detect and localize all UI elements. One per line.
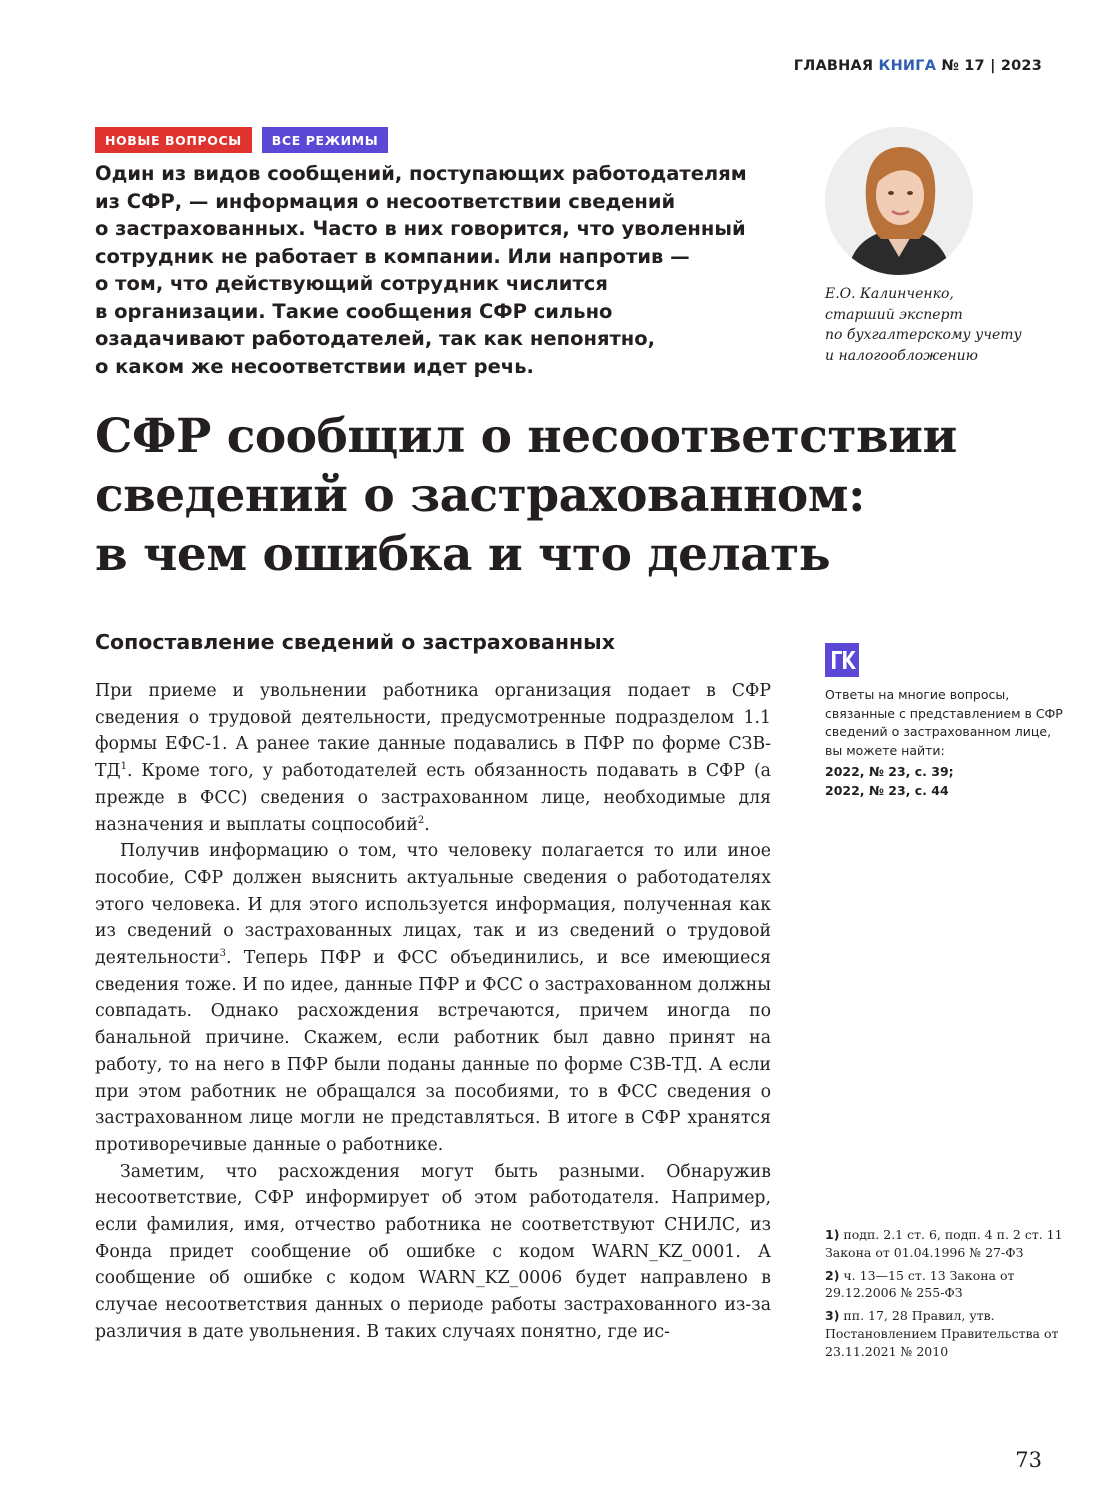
title-line: сведений о застрахованном: — [95, 468, 865, 523]
page-number: 73 — [1015, 1448, 1042, 1472]
footnote: 1) подп. 2.1 ст. 6, подп. 4 п. 2 ст. 11 Закона от 01.04.1996 № 27-ФЗ — [825, 1227, 1063, 1260]
footnote: 3) пп. 17, 28 Правил, утв. Постановлением Правительства от 23.11.2021 № 2010 — [825, 1308, 1059, 1359]
author-position: и налогообложению — [825, 347, 978, 364]
body-paragraph: При приеме и увольнении работника организация подает в СФР сведения о трудовой деятельности, предусмотренные подразделом 1.1 формы ЕФС-1. А ранее такие данные подавались в ПФР по форме СЗВ-$ТД^1$. Кроме того, у работодателей есть обязанность подавать в СФР (а прежде в ФСС) сведения о застрахованном лице, необходимые для назначения и выплаты соцпособий$^2$. — [95, 681, 771, 835]
lead-line: из СФР, — информация о несоответствии сведений — [95, 189, 676, 213]
author-position: старший эксперт — [825, 306, 963, 323]
author-photo — [825, 127, 973, 275]
article-title — [95, 407, 995, 584]
sidebar-note — [825, 686, 1065, 800]
footnotes — [825, 1226, 1075, 1366]
brand-accent: КНИГА — [878, 58, 937, 74]
tag-list — [95, 127, 388, 153]
body-paragraph: Получив информацию о том, что человеку полагается то или иное пособие, СФР должен выяснить актуальные сведения о работодателях этого человека. И для этого используется информация, полученная как из сведений о застрахованных лицах, так и из сведений о трудовой деятельности$^3$. Теперь ПФР и ФСС объединились, и все имеющиеся сведения тоже. И по идее, данные ПФР и ФСС о застрахованном должны совпадать. Однако расхождения встречаются, причем иногда по банальной причине. Скажем, если работник был давно принят на работу, то на него в ПФР были поданы данные по форме СЗВ-ТД. А если при этом работник не обращался за пособиями, то в ФСС сведения о застрахованном лице могли не представляться. В итоге в СФР хранятся противоречивые данные о работнике. — [95, 841, 771, 1155]
sidebar-reference: 2022, № 23, с. 39; — [825, 764, 954, 779]
lead-line: в организации. Такие сообщения СФР сильно — [95, 299, 613, 323]
author-position: по бухгалтерскому учету — [825, 327, 1022, 343]
sidebar-references — [825, 763, 1065, 800]
sidebar-reference: 2022, № 23, с. 44 — [825, 782, 949, 798]
author-portrait-icon — [825, 127, 973, 275]
title-line: в чем ошибка и что делать — [95, 527, 831, 582]
tag-all-regimes: ВСЕ РЕЖИМЫ — [262, 127, 388, 153]
lead-line: о застрахованных. Часто в них говорится, что уволенный — [95, 217, 746, 240]
lead-paragraph — [95, 160, 785, 380]
sidebar-note-text: Ответы на многие вопросы, связанные с представлением в СФР сведений о застрахованном лице, вы можете найти: — [825, 687, 1063, 758]
author-name: Е.О. Калинченко, — [825, 286, 954, 302]
magazine-header — [794, 58, 1042, 74]
footnote-ref: 1 — [120, 761, 127, 773]
lead-line: о том, что действующий сотрудник числится — [95, 272, 608, 295]
footnote-ref: 3 — [219, 948, 226, 960]
author-caption — [825, 284, 1022, 366]
lead-line: Один из видов сообщений, поступающих работодателям — [95, 162, 747, 185]
gk-logo-icon — [825, 643, 859, 677]
issue-number: № 17 | 2023 — [941, 58, 1042, 74]
body-paragraph: Заметим, что расхождения могут быть разными. Обнаружив несоответствие, СФР информирует об этом работодателя. Например, если фамилия, имя, отчество работника не соответствуют СНИЛС, из Фонда придет сообщение об ошибке с кодом WARN_KZ_0001. А сообщение об ошибке с кодом WARN_KZ_0006 будет направлено в случае несоответствия данных о периоде работы застрахованного из-за различия в дате увольнения. В таких случаях понятно, где ис- — [95, 1161, 771, 1342]
section-heading: Сопоставление сведений о застрахованных — [95, 630, 615, 654]
title-line: СФР сообщил о несоответствии — [95, 409, 957, 464]
article-body — [95, 678, 771, 1346]
footnote: 2) ч. 13—15 ст. 13 Закона от 29.12.2006 № 255-ФЗ — [825, 1267, 1015, 1301]
footnote-ref: 2 — [417, 814, 425, 826]
brand-main: ГЛАВНАЯ — [793, 58, 874, 74]
lead-line: сотрудник не работает в компании. Или напротив — — [95, 244, 690, 268]
tag-new-questions: НОВЫЕ ВОПРОСЫ — [95, 127, 252, 153]
lead-line: озадачивают работодателей, так как непонятно, — [95, 327, 656, 350]
lead-line: о каком же несоответствии идет речь. — [95, 354, 534, 378]
